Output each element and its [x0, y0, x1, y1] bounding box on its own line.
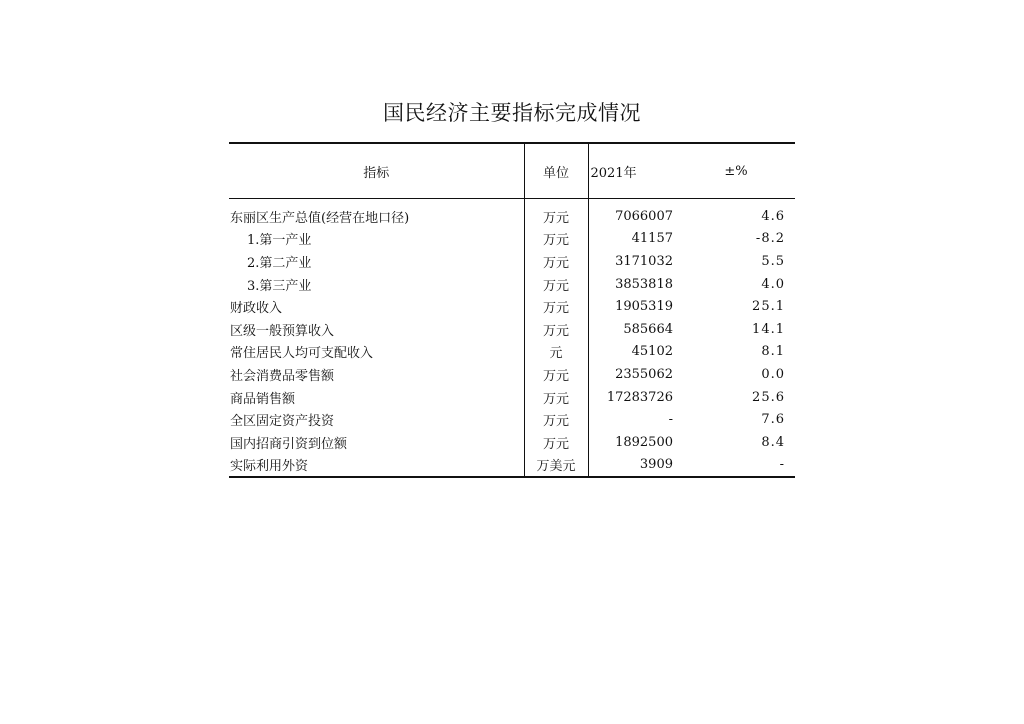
row-unit: 万元 — [524, 386, 588, 409]
row-name: 常住居民人均可支配收入 — [230, 346, 374, 362]
table-row — [229, 295, 795, 318]
row-value: 1892500 — [615, 434, 673, 450]
indicators-table — [229, 142, 795, 478]
row-name: 3.第三产业 — [247, 278, 312, 294]
row-unit: 万元 — [524, 273, 588, 296]
row-change: 0.0 — [761, 366, 785, 382]
row-unit: 万元 — [524, 295, 588, 318]
table-header-row — [229, 143, 795, 199]
row-change: - — [685, 454, 795, 478]
row-unit: 万美元 — [524, 454, 588, 478]
row-value: 41157 — [631, 231, 673, 247]
table-row — [229, 408, 795, 431]
row-unit: 万元 — [524, 228, 588, 251]
row-name: 区级一般预算收入 — [230, 323, 335, 339]
row-change: 7.6 — [761, 412, 785, 428]
row-unit: 万元 — [524, 431, 588, 454]
header-change: ±% — [685, 143, 795, 199]
table-row — [229, 363, 795, 386]
row-change: -8.2 — [755, 231, 785, 247]
table-row — [229, 341, 795, 364]
page-title: 国民经济主要指标完成情况 — [383, 101, 641, 125]
row-name: 国内招商引资到位额 — [230, 436, 348, 452]
row-change: 5.5 — [761, 253, 785, 269]
row-name: 财政收入 — [230, 301, 283, 317]
row-change: 4.6 — [761, 208, 785, 224]
row-value: 2355062 — [615, 366, 673, 382]
table-row — [229, 250, 795, 273]
table-row — [229, 228, 795, 251]
row-value: 17283726 — [606, 389, 673, 405]
row-value: 7066007 — [615, 208, 673, 224]
row-value: - — [668, 412, 673, 428]
row-name: 东丽区生产总值(经营在地口径) — [230, 210, 410, 226]
row-unit: 万元 — [524, 318, 588, 341]
header-unit: 单位 — [524, 143, 588, 199]
row-unit: 万元 — [524, 250, 588, 273]
row-value: 1905319 — [615, 299, 673, 315]
row-name: 2.第二产业 — [247, 255, 312, 271]
table-row — [229, 199, 795, 228]
table-row — [229, 318, 795, 341]
row-change: 14.1 — [752, 321, 785, 337]
row-change: 8.4 — [761, 434, 785, 450]
row-unit: 万元 — [524, 363, 588, 386]
row-name: 实际利用外资 — [229, 454, 524, 478]
header-year: 2021年 — [588, 143, 685, 199]
row-name: 全区固定资产投资 — [230, 414, 335, 430]
row-value: 585664 — [623, 321, 673, 337]
table-row — [229, 386, 795, 409]
header-indicator: 指标 — [229, 143, 524, 199]
row-name: 1.第一产业 — [247, 233, 312, 249]
table-row — [229, 431, 795, 454]
row-unit: 元 — [524, 341, 588, 364]
row-change: 4.0 — [761, 276, 785, 292]
row-value: 3909 — [588, 454, 685, 478]
table-row — [229, 454, 795, 478]
row-name: 商品销售额 — [230, 391, 296, 407]
row-unit: 万元 — [524, 408, 588, 431]
row-unit: 万元 — [524, 199, 588, 228]
row-change: 25.1 — [752, 299, 785, 315]
row-value: 3171032 — [615, 253, 673, 269]
row-name: 社会消费品零售额 — [230, 368, 335, 384]
table-row — [229, 273, 795, 296]
row-value: 3853818 — [615, 276, 673, 292]
row-change: 8.1 — [761, 344, 785, 360]
row-value: 45102 — [631, 344, 673, 360]
row-change: 25.6 — [752, 389, 785, 405]
